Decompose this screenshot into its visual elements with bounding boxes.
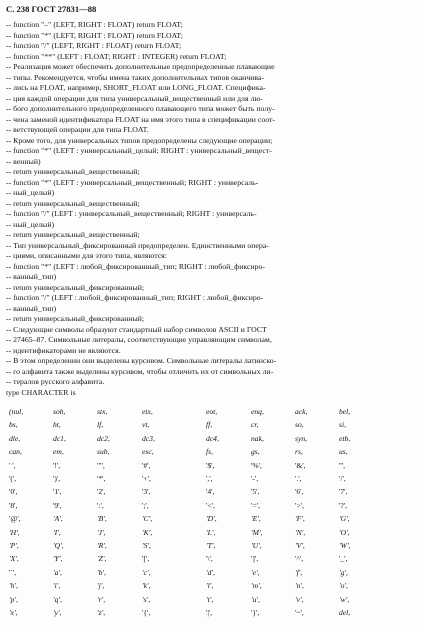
char-literal: '#',: [142, 460, 151, 470]
char-literal: 'B',: [97, 514, 107, 524]
char-literal: 'J',: [97, 527, 106, 537]
char-literal: dc3,: [142, 433, 155, 443]
char-literal: rs,: [295, 447, 303, 457]
char-literal: 'T',: [206, 541, 216, 550]
char-literal: 'Y',: [53, 554, 63, 564]
char-literal: 'K',: [142, 527, 153, 537]
text-line: -- function "*" (LEFT : универсальный_целый; RIGHT : универсальный_вещест-: [6, 146, 272, 155]
char-literal: '!',: [53, 460, 61, 470]
char-literal: 'n',: [295, 581, 304, 591]
char-literal: 'F',: [295, 514, 305, 524]
char-literal: 'g',: [339, 567, 348, 577]
char-literal: '2',: [97, 487, 106, 497]
char-literal: '%',: [251, 460, 262, 470]
text-line: -- типы. Рекомендуется, чтобы имена таких дополнительных типов оканчива-: [6, 72, 265, 82]
char-literal: so,: [295, 420, 304, 430]
char-literal: 'Z',: [97, 554, 107, 564]
char-literal: 'l',: [206, 581, 214, 591]
text-line: -- бого дополнительного предопределенного плавающего типа может быть полу-: [6, 104, 275, 113]
text-line: -- ный_целый): [6, 219, 55, 229]
char-literal: 'D',: [206, 514, 217, 524]
char-literal: enq,: [251, 407, 264, 416]
char-literal: '~',: [295, 608, 304, 617]
char-literal: 'j',: [97, 581, 105, 591]
char-literal: '(',: [9, 474, 17, 483]
char-literal: ack,: [295, 407, 308, 416]
text-line: -- ванный_тип): [6, 272, 57, 281]
char-literal: '^',: [295, 554, 304, 564]
char-literal: 's',: [142, 594, 151, 604]
text-line: -- лись на FLOAT, например, SHORT_FLOAT или LONG_FLOAT. Специфика-: [6, 83, 266, 92]
char-literal: '"',: [97, 460, 105, 470]
char-literal: '3',: [142, 487, 151, 497]
char-literal: del,: [339, 608, 351, 617]
char-literal: 'C',: [142, 514, 153, 524]
char-literal: 'x',: [9, 608, 18, 617]
text-line: -- В этом определении они выделены курсивом. Символьные литералы латинско-: [6, 356, 277, 365]
text-line: -- циями, описанными для этого типа, являются:: [6, 251, 167, 260]
text-line: -- го алфавита также выделены курсивом, чтобы отличить их от символьных ли-: [6, 366, 274, 376]
char-literal: 'Q',: [53, 541, 64, 550]
char-literal: 'V',: [295, 541, 305, 550]
char-literal: '{',: [142, 608, 151, 617]
char-literal: syn,: [295, 433, 308, 443]
char-literal: ff,: [206, 420, 213, 430]
char-literal: 'v',: [295, 594, 304, 604]
char-literal: 'R',: [97, 541, 107, 550]
char-literal: 'i',: [53, 581, 61, 591]
char-literal: '8',: [9, 500, 18, 510]
char-literal: '-',: [251, 474, 259, 483]
text-line: -- function "–" (LEFT, RIGHT : FLOAT) return FLOAT;: [6, 20, 183, 29]
char-literal: soh,: [53, 407, 66, 416]
text-line: -- function "*" (LEFT : универсальный_вещественный; RIGHT : универсаль-: [6, 177, 259, 187]
text-line: -- return универсальный_фиксированный;: [6, 282, 145, 292]
char-literal: '4',: [206, 487, 215, 497]
char-literal: '.',: [295, 474, 302, 483]
char-literal: '*',: [97, 474, 106, 483]
char-literal: 'y',: [53, 608, 62, 617]
text-line: -- function "**" (LEFT : FLOAT; RIGHT : INTEGER) return FLOAT;: [6, 51, 227, 61]
char-literal: '>',: [295, 500, 304, 510]
char-literal: 'q',: [53, 594, 62, 604]
text-line: -- return универсальный_вещественный;: [6, 230, 140, 239]
char-literal: cr,: [251, 420, 259, 430]
char-literal: ';',: [142, 500, 149, 510]
char-literal: 'S',: [142, 541, 151, 550]
char-literal: 'O',: [339, 527, 350, 537]
text-line: -- ветствующей операции для типа FLOAT.: [6, 125, 149, 134]
char-literal: vt,: [142, 420, 150, 430]
char-literal: 'W',: [339, 541, 351, 550]
char-literal: '`',: [9, 567, 17, 577]
char-literal: '<',: [206, 500, 215, 510]
char-literal: lf,: [97, 420, 104, 430]
char-literal: '[',: [142, 554, 150, 564]
char-literal: 'N',: [295, 527, 306, 537]
char-literal: 'c',: [142, 567, 151, 577]
char-literal: 'M',: [251, 527, 263, 537]
char-literal: us,: [339, 447, 348, 457]
char-literal: 'G',: [339, 514, 350, 524]
text-line: -- function "*" (LEFT : любой_фиксированный_тип; RIGHT : любой_фиксиро-: [6, 261, 265, 271]
text-line: -- Кроме того, для универсальных типов предопределены следующие операции;: [6, 135, 273, 145]
char-literal: ']',: [251, 554, 259, 564]
text-line: -- function "/" (LEFT : любой_фиксированный_тип; RIGHT : любой_фиксиро-: [6, 293, 264, 302]
char-literal: 'p',: [9, 594, 18, 604]
char-literal: bel,: [339, 407, 351, 416]
char-literal: '$',: [206, 460, 215, 470]
char-literal: ''',: [339, 460, 346, 470]
char-literal: dc2,: [97, 433, 110, 443]
text-line: -- венный): [6, 156, 41, 166]
text-line: -- return универсальный_вещественный;: [6, 198, 140, 208]
text-line: -- ванный_тип): [6, 303, 57, 313]
text-line: -- function "/" (LEFT : универсальный_вещественный; RIGHT : универсаль-: [6, 209, 257, 218]
char-literal: 'U',: [251, 541, 262, 550]
char-literal: etb,: [339, 433, 351, 443]
char-literal: '0',: [9, 487, 18, 497]
char-literal: dc1,: [53, 433, 66, 443]
text-line: -- 27465–87. Символьные литералы, соответствующие управляющим символам,: [6, 335, 272, 344]
char-literal: ht,: [53, 420, 61, 430]
char-literal: 'L',: [206, 527, 216, 537]
char-literal: '5',: [251, 487, 260, 497]
char-literal: 'z',: [97, 608, 106, 617]
text-line: -- ный_целый): [6, 188, 55, 197]
char-literal: ' ',: [9, 460, 16, 470]
char-literal: fs,: [206, 447, 213, 457]
char-literal: 'h',: [9, 581, 18, 591]
text-line: -- чена заменой идентификатора FLOAT на имя этого типа в спецификации соот-: [6, 114, 276, 124]
text-line: -- return универсальный_вещественный;: [6, 167, 140, 176]
char-literal: '7',: [339, 487, 348, 497]
char-literal: nak,: [251, 433, 264, 443]
char-literal: dc4,: [206, 433, 219, 443]
text-line: -- ция каждой операции для типа универсальный_вещественный или для лю-: [6, 93, 263, 103]
text-line: -- function "*" (LEFT, RIGHT : FLOAT) return FLOAT;: [6, 30, 183, 40]
char-literal: 'b',: [97, 567, 106, 577]
char-literal: gs,: [251, 447, 260, 457]
char-literal: 'A',: [53, 514, 63, 524]
text-line: -- тералов русского алфавита.: [6, 377, 105, 386]
char-literal: '1',: [53, 487, 62, 497]
page-header: С. 238 ГОСТ 27831—88: [6, 4, 97, 14]
char-literal: 'f',: [295, 567, 303, 577]
text-line: -- function "/" (LEFT, RIGHT : FLOAT) return FLOAT;: [6, 41, 182, 50]
char-literal: '+',: [142, 474, 151, 483]
char-literal: 'e',: [251, 567, 260, 577]
text-line: -- Следующие символы образуют стандартный набор символов ASCII и ГОСТ: [6, 324, 267, 334]
char-literal: ':',: [97, 500, 104, 510]
char-literal: '_',: [339, 554, 348, 564]
char-literal: 'E',: [251, 514, 261, 524]
char-literal: stx,: [97, 407, 108, 416]
char-literal: 'k',: [142, 581, 151, 591]
char-literal: '/',: [339, 474, 346, 483]
text-line: -- идентификаторами не являются.: [6, 345, 121, 355]
char-literal: 'd',: [206, 567, 215, 577]
char-literal: '|',: [206, 608, 213, 617]
char-literal: em,: [53, 447, 64, 457]
char-literal: '=',: [251, 500, 260, 510]
char-literal: '&',: [295, 460, 306, 470]
char-literal: si,: [339, 420, 346, 430]
char-literal: 'w',: [339, 594, 350, 604]
char-literal: '6',: [295, 487, 304, 497]
char-literal: '\',: [206, 554, 213, 564]
text-line: -- Реализация может обеспечить дополнительные предопределенные плавающие: [6, 62, 275, 71]
char-literal: '@',: [9, 514, 21, 524]
char-literal: 'X',: [9, 554, 19, 564]
char-literal: '9',: [53, 500, 62, 510]
char-literal: esc,: [142, 447, 154, 457]
char-literal: eot,: [206, 407, 218, 416]
char-literal: bs,: [9, 420, 18, 430]
char-literal: (nul,: [9, 407, 24, 416]
char-literal: 'm',: [251, 581, 262, 591]
char-literal: can,: [9, 447, 22, 457]
char-literal: ')',: [53, 474, 61, 483]
char-literal: 'I',: [53, 527, 61, 537]
char-literal: ',',: [206, 474, 213, 483]
char-literal: 'H',: [9, 527, 20, 537]
char-literal: sub,: [97, 447, 110, 457]
char-literal: '}',: [251, 608, 260, 617]
text-line: -- return универсальный_фиксированный;: [6, 314, 145, 323]
char-literal: 'P',: [9, 541, 19, 550]
char-literal: dle,: [9, 433, 21, 443]
char-literal: 'a',: [53, 567, 62, 577]
char-literal: 'o',: [339, 581, 348, 591]
char-literal: '?',: [339, 500, 348, 510]
char-literal: 'u',: [251, 594, 260, 604]
char-literal: 't',: [206, 594, 214, 604]
text-line: -- Тип универсальный_фиксированный предопределен. Единственными опера-: [6, 240, 269, 250]
char-literal: etx,: [142, 407, 153, 416]
text-line: type CHARACTER is: [6, 387, 76, 397]
char-literal: 'r',: [97, 594, 106, 604]
